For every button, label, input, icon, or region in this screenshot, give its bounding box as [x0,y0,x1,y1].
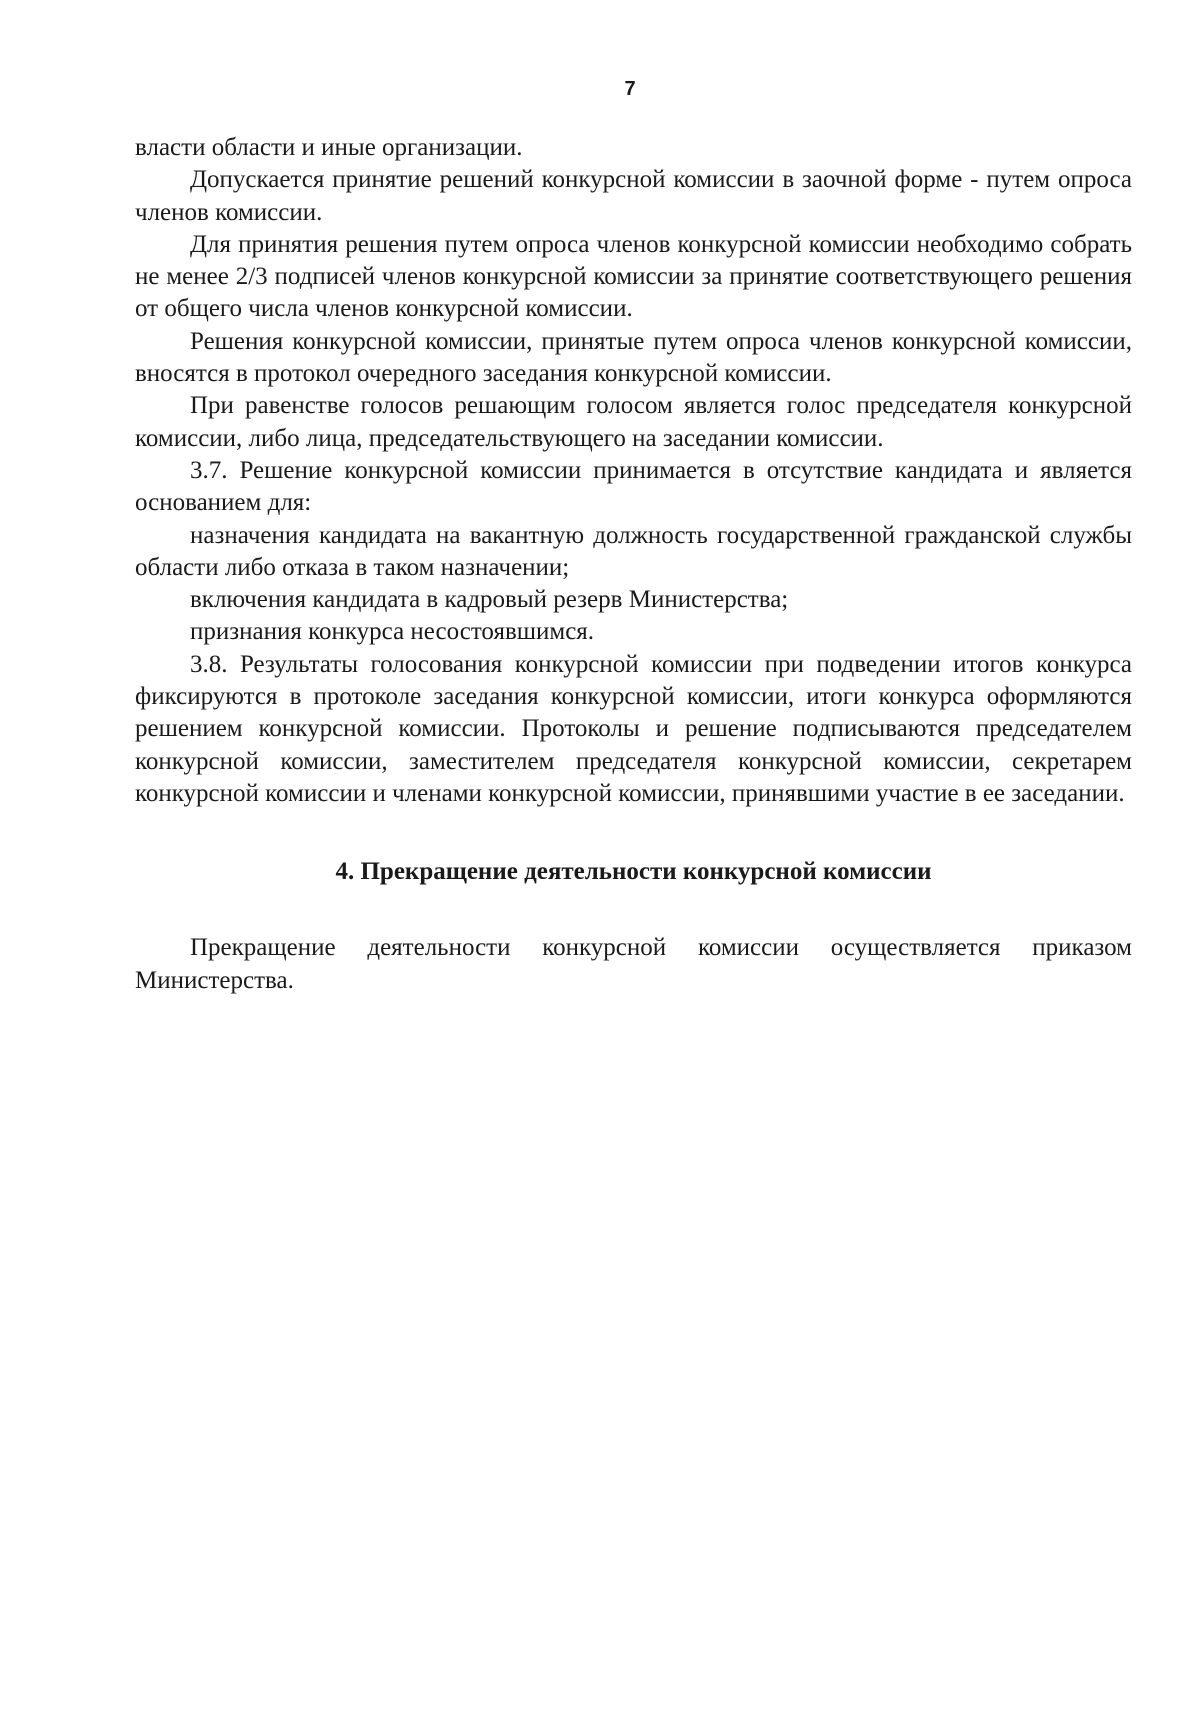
section-4-heading: 4. Прекращение деятельности конкурсной комиссии [335,858,932,886]
paragraph-absentee-voting: Допускается принятие решений конкурсной комиссии в заочной форме - путем опроса членов комиссии. [135,166,1132,226]
paragraph-3-8: 3.8. Результаты голосования конкурсной комиссии при подведении итогов конкурса фиксируются в протоколе заседания конкурсной комиссии, итоги конкурса оформляются решением конкурсной комиссии. Протоколы и решение подписываются председателем конкурсной комиссии, заместителем председателя конкурсной комиссии, секретарем конкурсной комиссии и членами конкурсной комиссии, принявшими участие в ее заседании. [135,650,1132,807]
list-item-reserve: включения кандидата в кадровый резерв Министерства; [190,586,789,614]
paragraph-3-7: 3.7. Решение конкурсной комиссии принимается в отсутствие кандидата и является основанием для: [135,456,1132,517]
paragraph-protocol-entry: Решения конкурсной комиссии, принятые путем опроса членов конкурсной комиссии, вносятся в протокол очередного заседания конкурсной комиссии. [135,327,1132,388]
paragraph-tie-vote: При равенстве голосов решающим голосом является голос председателя конкурсной комиссии, либо лица, председательствующего на заседании комиссии. [135,392,1132,452]
page-number: 7 [624,78,636,100]
paragraph-continuation: власти области и иные организации. [135,134,523,161]
paragraph-quorum: Для принятия решения путем опроса членов конкурсной комиссии необходимо собрать не менее 2/3 подписей членов конкурсной комиссии за принятие соответствующего решения от общего числа членов конкурсной комиссии. [135,230,1132,323]
list-item-failed-contest: признания конкурса несостоявшимся. [190,618,595,646]
document-body [135,132,1132,997]
list-item-appointment: назначения кандидата на вакантную должность государственной гражданской службы области либо отказа в таком назначении; [135,521,1132,581]
paragraph-termination: Прекращение деятельности конкурсной комиссии осуществляется приказом Министерства. [135,934,1132,994]
